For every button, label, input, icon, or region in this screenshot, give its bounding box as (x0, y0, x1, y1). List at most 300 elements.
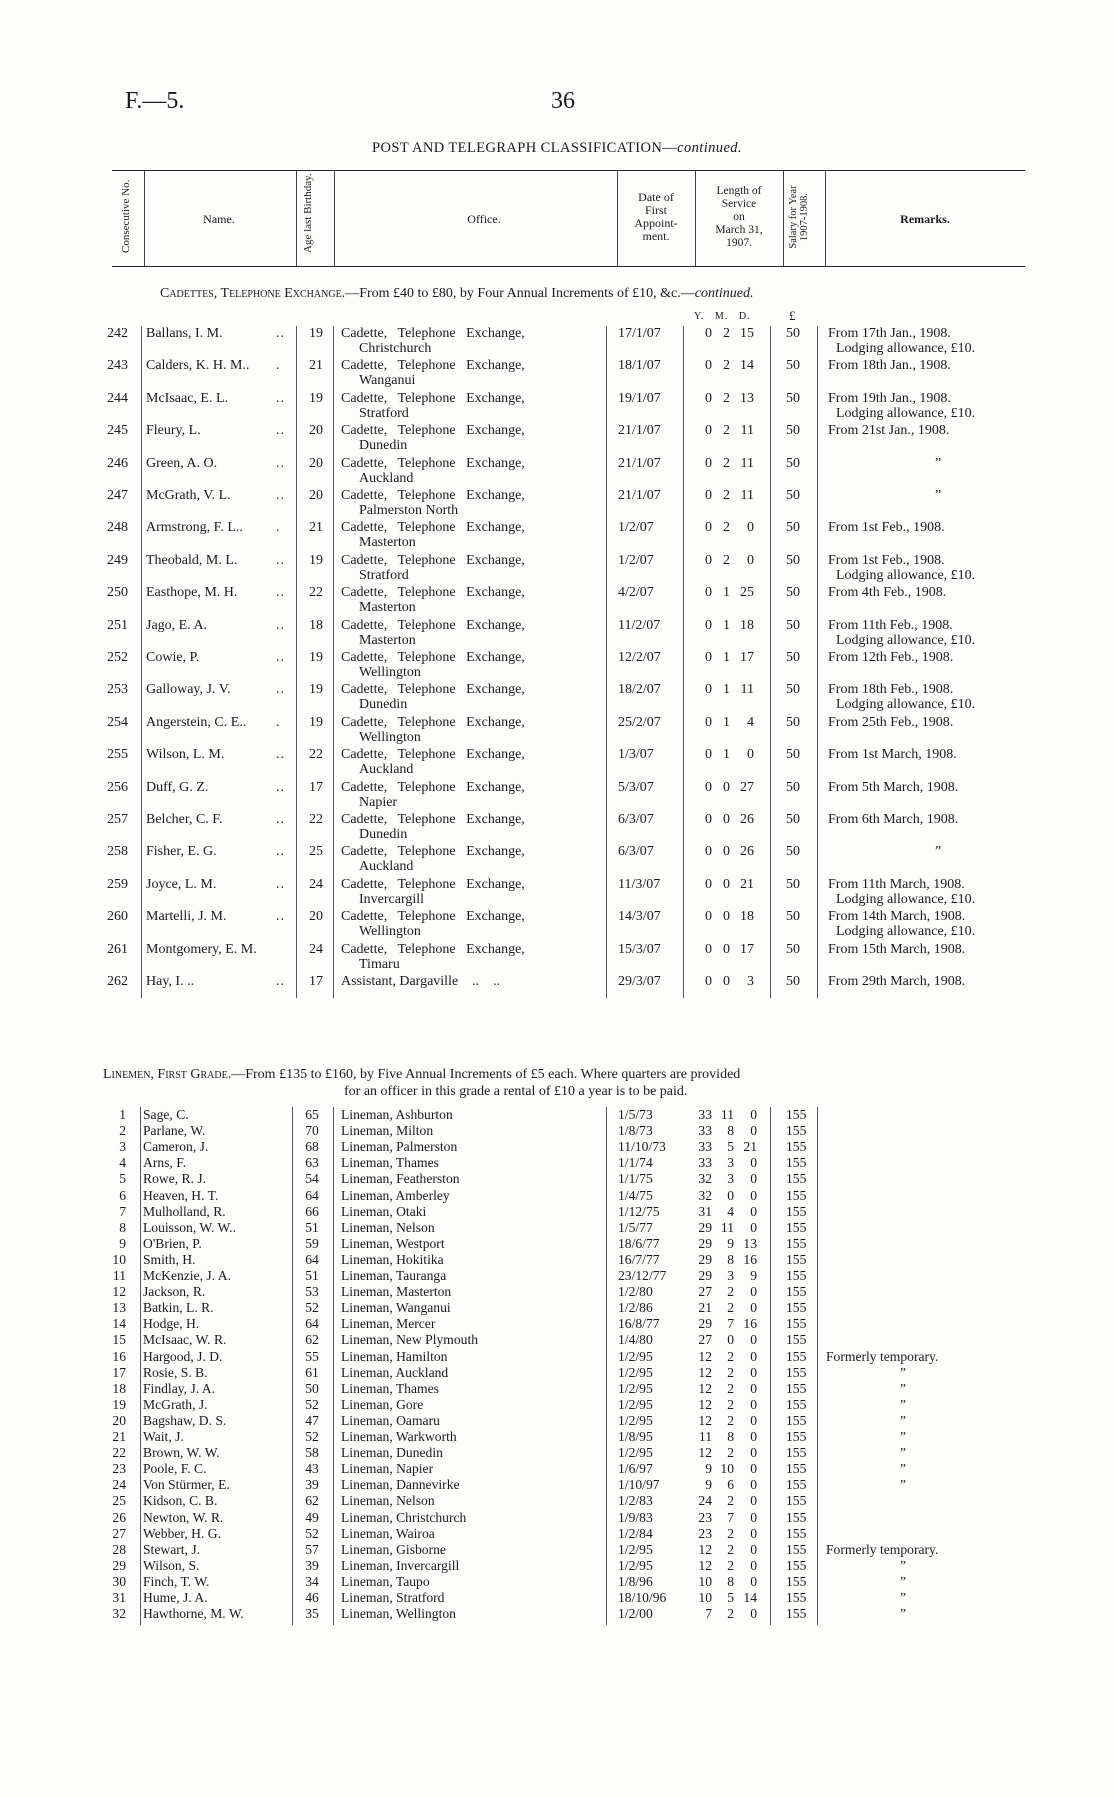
row-years: 0 (705, 585, 712, 601)
row-name: McGrath, V. L. (146, 488, 231, 503)
row-office-place: Dunedin (359, 438, 408, 454)
row-name: McIsaac, E. L. (146, 390, 229, 406)
row-days: 0 (750, 1332, 757, 1348)
row-name: Martelli, J. M. (146, 909, 227, 925)
row-days: 0 (750, 1219, 757, 1235)
row-name: Bagshaw, D. S. (143, 1412, 227, 1428)
row-date: 1/4/80 (618, 1332, 653, 1348)
row-number: 20 (112, 1412, 126, 1428)
row-office: Lineman, Invercargill (341, 1557, 460, 1573)
row-remarks-2: Lodging allowance, £10. (836, 341, 976, 356)
row-remarks: ” (935, 844, 942, 860)
row-date: 16/7/77 (618, 1251, 660, 1267)
row-name-dots: .. (276, 552, 285, 568)
row-number: 246 (107, 455, 128, 471)
row-office: Lineman, Auckland (341, 1364, 449, 1380)
row-salary: 155 (786, 1107, 807, 1122)
row-office: Cadette, Telephone Exchange, (341, 876, 525, 892)
row-date: 1/12/75 (618, 1203, 660, 1219)
row-years: 33 (698, 1107, 712, 1122)
row-age: 20 (309, 455, 323, 471)
row-number: 28 (112, 1541, 126, 1557)
row-salary: 155 (786, 1235, 807, 1251)
table-row (0, 1526, 1114, 1542)
row-years: 29 (698, 1235, 712, 1251)
row-years: 12 (698, 1396, 712, 1412)
row-number: 248 (107, 520, 128, 536)
row-office: Cadette, Telephone Exchange, (341, 714, 525, 730)
row-date: 18/2/07 (618, 682, 661, 698)
row-date: 21/1/07 (618, 455, 661, 471)
row-months: 1 (723, 682, 730, 698)
row-months: 2 (727, 1284, 734, 1300)
table-row (0, 1365, 1114, 1381)
row-date: 1/8/96 (618, 1573, 653, 1589)
row-date: 1/2/95 (618, 1541, 653, 1557)
row-name: Von Stürmer, E. (143, 1477, 230, 1493)
row-salary: 155 (786, 1316, 807, 1332)
row-years: 12 (698, 1541, 712, 1557)
row-name-dots: .. (276, 909, 285, 925)
table-row (0, 877, 1114, 909)
table-row (0, 1220, 1114, 1236)
col-consecutive-no: Consecutive No. (120, 179, 132, 253)
row-name: Hay, I. .. (146, 974, 195, 989)
row-age: 59 (305, 1235, 319, 1251)
row-remarks: ” (900, 1573, 907, 1589)
row-days: 0 (750, 1348, 757, 1364)
row-remarks: From 4th Feb., 1908. (828, 585, 947, 601)
row-months: 2 (727, 1525, 734, 1541)
row-years: 24 (698, 1493, 712, 1509)
row-days: 18 (740, 617, 754, 633)
row-days: 4 (747, 714, 754, 730)
row-name: Rowe, R. J. (143, 1171, 207, 1187)
row-date: 1/5/73 (618, 1107, 653, 1122)
table-row (0, 1204, 1114, 1220)
row-office: Lineman, Wairoa (341, 1525, 435, 1541)
table-row (0, 1155, 1114, 1171)
row-number: 12 (112, 1284, 126, 1300)
row-name: McIsaac, W. R. (143, 1332, 227, 1348)
row-name: Ballans, I. M. (146, 326, 223, 341)
row-months: 2 (727, 1380, 734, 1396)
row-days: 0 (750, 1429, 757, 1444)
row-office: Cadette, Telephone Exchange, (341, 552, 525, 568)
row-office: Lineman, Dannevirke (341, 1477, 460, 1493)
row-date: 1/2/00 (618, 1606, 653, 1622)
row-days: 21 (743, 1139, 757, 1155)
row-office: Lineman, Napier (341, 1461, 434, 1477)
row-name-dots: .. (276, 747, 285, 763)
col-age: Age last Birthday. (302, 173, 314, 253)
row-name: Jago, E. A. (146, 617, 208, 633)
row-age: 50 (305, 1380, 319, 1396)
table-row (0, 326, 1114, 358)
row-age: 52 (305, 1525, 319, 1541)
table-row (0, 1381, 1114, 1397)
row-days: 0 (750, 1477, 757, 1493)
column-rule (770, 326, 771, 998)
row-office: Lineman, Warkworth (341, 1429, 457, 1444)
row-remarks-2: Lodging allowance, £10. (836, 567, 976, 583)
row-name: Belcher, C. F. (146, 812, 223, 827)
table-row (0, 1429, 1114, 1445)
row-remarks: From 11th Feb., 1908. (828, 617, 953, 633)
row-office: Cadette, Telephone Exchange, (341, 358, 525, 374)
col-name: Name. (203, 212, 235, 226)
row-months: 8 (727, 1573, 734, 1589)
row-days: 0 (750, 1300, 757, 1316)
row-office: Lineman, Wanganui (341, 1300, 451, 1316)
row-remarks: From 1st Feb., 1908. (828, 520, 945, 536)
row-salary: 50 (786, 714, 800, 730)
row-remarks: From 12th Feb., 1908. (828, 650, 954, 665)
row-years: 0 (705, 520, 712, 536)
page-title: POST AND TELEGRAPH CLASSIFICATION—continued. (372, 140, 742, 156)
section-heading-linemen-line2: for an officer in this grade a rental of £10 a year is to be paid. (344, 1084, 688, 1099)
row-office: Lineman, Mercer (341, 1316, 436, 1332)
row-salary: 50 (786, 876, 800, 892)
row-office: Cadette, Telephone Exchange, (341, 617, 525, 633)
row-name: Wilson, L. M. (146, 747, 225, 763)
row-days: 11 (740, 455, 754, 471)
row-salary: 155 (786, 1300, 807, 1316)
row-number: 5 (119, 1171, 126, 1187)
row-months: 0 (723, 844, 730, 860)
row-date: 11/2/07 (618, 617, 661, 633)
row-salary: 50 (786, 747, 800, 763)
row-days: 11 (740, 682, 754, 698)
table-row (0, 1139, 1114, 1155)
row-office-place: Napier (359, 794, 398, 810)
row-name: Stewart, J. (143, 1541, 201, 1557)
row-days: 17 (740, 941, 754, 957)
row-office: Lineman, Amberley (341, 1187, 450, 1203)
row-remarks: ” (900, 1396, 907, 1412)
row-name: McGrath, J. (143, 1396, 208, 1412)
table-row (0, 1493, 1114, 1509)
row-date: 1/6/97 (618, 1461, 653, 1477)
row-years: 12 (698, 1380, 712, 1396)
row-years: 0 (705, 941, 712, 957)
row-age: 21 (309, 358, 323, 374)
row-months: 2 (727, 1412, 734, 1428)
row-remarks: ” (935, 455, 942, 471)
row-salary: 155 (786, 1573, 807, 1589)
row-age: 66 (305, 1203, 319, 1219)
row-days: 0 (750, 1364, 757, 1380)
row-date: 1/2/95 (618, 1445, 653, 1461)
row-months: 2 (727, 1445, 734, 1461)
row-years: 0 (705, 974, 712, 989)
row-salary: 155 (786, 1477, 807, 1493)
table-row (0, 1477, 1114, 1493)
row-days: 16 (743, 1251, 757, 1267)
row-number: 24 (112, 1477, 126, 1493)
row-salary: 50 (786, 682, 800, 698)
row-salary: 155 (786, 1412, 807, 1428)
row-date: 16/8/77 (618, 1316, 660, 1332)
row-months: 2 (723, 358, 730, 374)
row-date: 1/10/97 (618, 1477, 660, 1493)
table-row (0, 1188, 1114, 1204)
row-age: 39 (305, 1477, 319, 1493)
row-name: McKenzie, J. A. (143, 1268, 231, 1283)
row-salary: 50 (786, 779, 800, 795)
row-name: Findlay, J. A. (143, 1380, 216, 1396)
table-row (0, 1236, 1114, 1252)
row-age: 43 (305, 1461, 319, 1477)
row-office: Lineman, Thames (341, 1155, 439, 1171)
row-office: Lineman, Wellington (341, 1606, 456, 1622)
row-years: 9 (705, 1477, 712, 1493)
row-salary: 155 (786, 1123, 807, 1139)
row-salary: 155 (786, 1429, 807, 1444)
row-remarks: ” (900, 1461, 907, 1477)
row-days: 0 (750, 1541, 757, 1557)
row-date: 1/5/77 (618, 1219, 653, 1235)
table-row (0, 456, 1114, 488)
row-years: 0 (705, 326, 712, 341)
row-age: 22 (309, 585, 323, 601)
row-months: 9 (727, 1235, 734, 1251)
row-remarks: ” (900, 1380, 907, 1396)
row-office: Lineman, Dunedin (341, 1445, 443, 1461)
table-row (0, 1123, 1114, 1139)
table-row (0, 1461, 1114, 1477)
row-office: Lineman, Milton (341, 1123, 434, 1139)
table-row (0, 682, 1114, 714)
row-years: 0 (705, 650, 712, 665)
row-date: 17/1/07 (618, 326, 661, 341)
row-years: 0 (705, 617, 712, 633)
row-name: Jackson, R. (143, 1284, 206, 1300)
row-number: 244 (107, 390, 128, 406)
row-days: 16 (743, 1316, 757, 1332)
section-heading-cadettes: Cadettes, Telephone Exchange.—From £40 to £80, by Four Annual Increments of £10, &c.—continued. (160, 286, 754, 301)
row-remarks: Formerly temporary. (826, 1348, 939, 1364)
row-salary: 50 (786, 552, 800, 568)
row-salary: 155 (786, 1171, 807, 1187)
row-age: 18 (309, 617, 323, 633)
row-age: 62 (305, 1493, 319, 1509)
column-rule (296, 326, 297, 998)
row-name-dots: .. (276, 812, 285, 827)
row-name-dots: .. (276, 423, 285, 439)
row-days: 0 (750, 1187, 757, 1203)
table-row (0, 1542, 1114, 1558)
row-date: 14/3/07 (618, 909, 661, 925)
row-years: 0 (705, 747, 712, 763)
row-months: 8 (727, 1123, 734, 1139)
row-name: Hodge, H. (143, 1316, 200, 1332)
row-age: 17 (309, 779, 323, 795)
table-row (0, 618, 1114, 650)
row-office-place: Dunedin (359, 697, 408, 713)
row-months: 1 (723, 585, 730, 601)
units-label: Y. M. D. (694, 311, 751, 322)
row-office: Cadette, Telephone Exchange, (341, 779, 525, 795)
row-date: 1/2/95 (618, 1348, 653, 1364)
row-months: 2 (723, 552, 730, 568)
row-number: 11 (112, 1268, 126, 1283)
row-date: 19/1/07 (618, 390, 661, 406)
row-office: Lineman, Westport (341, 1235, 445, 1251)
row-date: 1/2/95 (618, 1380, 653, 1396)
row-days: 0 (750, 1461, 757, 1477)
table-row (0, 650, 1114, 682)
row-salary: 155 (786, 1155, 807, 1171)
row-months: 8 (727, 1251, 734, 1267)
row-age: 52 (305, 1300, 319, 1316)
row-date: 1/2/95 (618, 1557, 653, 1573)
row-months: 0 (723, 909, 730, 925)
row-name: Joyce, L. M. (146, 876, 217, 892)
row-number: 262 (107, 974, 128, 989)
row-age: 19 (309, 714, 323, 730)
table-row (0, 1413, 1114, 1429)
row-remarks: From 11th March, 1908. (828, 876, 965, 892)
row-date: 18/6/77 (618, 1235, 660, 1251)
row-remarks: From 29th March, 1908. (828, 974, 966, 989)
column-rule (817, 326, 818, 998)
row-days: 0 (750, 1606, 757, 1622)
column-rule (683, 326, 684, 998)
row-office: Lineman, Nelson (341, 1219, 435, 1235)
row-years: 0 (705, 876, 712, 892)
row-office-place: Masterton (359, 632, 416, 648)
row-months: 2 (723, 326, 730, 341)
row-years: 0 (705, 682, 712, 698)
row-name-dots: .. (276, 390, 285, 406)
row-number: 8 (119, 1219, 126, 1235)
row-months: 3 (727, 1155, 734, 1171)
row-number: 247 (107, 488, 128, 503)
row-months: 1 (723, 747, 730, 763)
row-office: Cadette, Telephone Exchange, (341, 520, 525, 536)
row-number: 2 (119, 1123, 126, 1139)
row-salary: 155 (786, 1348, 807, 1364)
row-salary: 155 (786, 1332, 807, 1348)
row-name: Sage, C. (143, 1107, 189, 1122)
row-name-dots: .. (276, 876, 285, 892)
document-reference: F.—5. (125, 88, 185, 114)
row-months: 6 (727, 1477, 734, 1493)
row-date: 23/12/77 (618, 1268, 667, 1283)
table-row (0, 358, 1114, 390)
row-months: 0 (727, 1187, 734, 1203)
row-number: 4 (119, 1155, 126, 1171)
row-remarks: From 1st Feb., 1908. (828, 552, 945, 568)
row-number: 19 (112, 1396, 126, 1412)
row-number: 9 (119, 1235, 126, 1251)
row-number: 6 (119, 1187, 126, 1203)
row-name: Montgomery, E. M. (146, 941, 257, 957)
col-remarks: Remarks. (900, 212, 950, 226)
table-row (0, 715, 1114, 747)
row-office: Lineman, Tauranga (341, 1268, 447, 1283)
row-office: Cadette, Telephone Exchange, (341, 747, 525, 763)
row-months: 11 (720, 1219, 734, 1235)
row-office: Lineman, Taupo (341, 1573, 430, 1589)
row-years: 12 (698, 1557, 712, 1573)
row-number: 27 (112, 1525, 126, 1541)
row-years: 0 (705, 390, 712, 406)
row-date: 1/1/74 (618, 1155, 653, 1171)
row-salary: 155 (786, 1187, 807, 1203)
row-years: 0 (705, 714, 712, 730)
row-age: 21 (309, 520, 323, 536)
row-name: Rosie, S. B. (143, 1364, 208, 1380)
table-row (0, 520, 1114, 552)
row-age: 34 (305, 1573, 319, 1589)
row-age: 39 (305, 1557, 319, 1573)
row-office-place: Stratford (359, 405, 409, 421)
row-salary: 50 (786, 423, 800, 439)
row-date: 12/2/07 (618, 650, 661, 665)
table-row (0, 423, 1114, 455)
row-age: 62 (305, 1332, 319, 1348)
row-years: 7 (705, 1606, 712, 1622)
row-days: 0 (750, 1171, 757, 1187)
row-office: Cadette, Telephone Exchange, (341, 812, 525, 827)
row-date: 6/3/07 (618, 844, 654, 860)
row-office-place: Auckland (359, 762, 414, 778)
row-months: 2 (723, 520, 730, 536)
row-months: 1 (723, 714, 730, 730)
row-remarks: Formerly temporary. (826, 1541, 939, 1557)
row-days: 0 (750, 1525, 757, 1541)
row-date: 1/3/07 (618, 747, 654, 763)
row-months: 2 (727, 1493, 734, 1509)
row-office: Lineman, Ashburton (341, 1107, 453, 1122)
row-months: 2 (723, 488, 730, 503)
row-number: 245 (107, 423, 128, 439)
column-rule (141, 326, 142, 998)
row-salary: 50 (786, 844, 800, 860)
row-office-place: Auckland (359, 859, 414, 875)
row-days: 0 (750, 1445, 757, 1461)
row-months: 5 (727, 1139, 734, 1155)
row-office: Lineman, Hamilton (341, 1348, 448, 1364)
row-remarks: ” (900, 1590, 907, 1605)
row-number: 13 (112, 1300, 126, 1316)
row-days: 0 (750, 1557, 757, 1573)
row-salary: 50 (786, 390, 800, 406)
row-number: 261 (107, 941, 128, 957)
table-row (0, 1171, 1114, 1187)
row-number: 29 (112, 1557, 126, 1573)
row-number: 26 (112, 1509, 126, 1525)
row-age: 20 (309, 909, 323, 925)
row-office: Lineman, Christchurch (341, 1509, 467, 1525)
row-date: 1/9/83 (618, 1509, 653, 1525)
row-date: 29/3/07 (618, 974, 661, 989)
row-date: 1/2/95 (618, 1364, 653, 1380)
row-age: 58 (305, 1445, 319, 1461)
row-number: 25 (112, 1493, 126, 1509)
row-months: 0 (723, 812, 730, 827)
row-age: 55 (305, 1348, 319, 1364)
table-row (0, 812, 1114, 844)
row-number: 249 (107, 552, 128, 568)
row-age: 57 (305, 1541, 319, 1557)
row-office-place: Timaru (359, 956, 400, 972)
row-age: 25 (309, 844, 323, 860)
row-name: Duff, G. Z. (146, 779, 209, 795)
row-office: Lineman, Nelson (341, 1493, 435, 1509)
